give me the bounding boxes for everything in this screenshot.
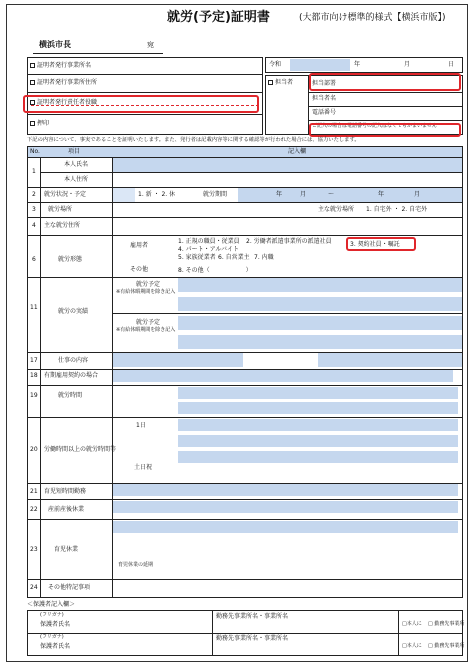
row-num-23: 23 [30, 546, 38, 553]
form-title: 就労(予定)証明書 [167, 10, 270, 25]
row-num-4: 4 [32, 222, 36, 229]
option-self-2: □本人に [402, 643, 422, 649]
date-year-label: 年 [354, 61, 361, 68]
option-7: 7. 内職 [254, 254, 274, 261]
guardian-name-1: 保護者氏名 [40, 621, 71, 628]
workplace-label: 就労場所 [48, 206, 73, 213]
col-no: No. [30, 148, 40, 155]
option-1: 1. 正規の職員・従業員 [178, 238, 240, 245]
option-self-1: □本人に [402, 621, 422, 627]
honorific: 宛 [147, 41, 154, 49]
option-4: 4. パート・アルバイト [178, 246, 239, 253]
job-label: 仕事の内容 [58, 357, 89, 364]
employer-name-2: 勤務先事業所名・事業所名 [216, 635, 289, 642]
option-3: 3. 契約社員・嘱託 [350, 241, 400, 248]
employer-name-label: 証明者発行事業所名 [37, 62, 92, 69]
phone-label: 電話番号 [312, 109, 337, 116]
row-num-22: 22 [30, 506, 38, 513]
employer-rep-label: 証明者発行責任者役職 [37, 99, 98, 106]
address-label: 本人住所 [64, 176, 89, 183]
name-label: 本人氏名 [64, 161, 89, 168]
option-6: 6. 自営業主 [218, 254, 250, 261]
addressee: 横浜市長 [39, 40, 71, 49]
option-2: 2. 労働者派遣事業所の派遣社員 [246, 238, 332, 245]
actual-label: 就労の実績 [58, 308, 89, 315]
row-num-11: 11 [30, 304, 38, 311]
work-type-label: 就労形態 [58, 256, 83, 263]
plan-note-2: ※有給休暇期間を除き記入 [116, 327, 176, 333]
dept-label: 担当部署 [312, 80, 337, 87]
contact-label: 担当者 [275, 79, 294, 86]
employee-label: 雇用者 [130, 242, 149, 249]
workplace-options: 1. 自宅外 ・ 2. 自宅外 [366, 206, 428, 213]
period-label: 就労期間 [203, 191, 228, 198]
col-content: 記入欄 [288, 148, 307, 155]
date-box [265, 57, 463, 73]
furigana-2: (フリガナ) [40, 634, 64, 640]
period-from: ～ [328, 191, 335, 198]
row-num-19: 19 [30, 392, 38, 399]
row-num-1: 1 [32, 168, 36, 175]
row-num-20: 20 [30, 446, 38, 453]
status-label: 就労状況・予定 [44, 191, 87, 198]
work-address-label: 主な就労住所 [44, 222, 81, 229]
per-day-label: 1日 [136, 422, 146, 429]
period-month: 月 [300, 191, 307, 198]
guardian-name-2: 保護者氏名 [40, 643, 71, 650]
period-year: 年 [276, 191, 283, 198]
employer-address-label: 証明者発行事業所住所 [37, 79, 98, 86]
contract-highlight [346, 237, 416, 251]
format-note: (大都市向け標準的様式【横浜市版】) [299, 13, 446, 23]
period-month-2: 月 [414, 191, 421, 198]
col-item: 項目 [68, 148, 81, 155]
date-month-label: 月 [404, 61, 411, 68]
row-num-18: 18 [30, 372, 38, 379]
option-5: 5. 家族従業者 [178, 254, 216, 261]
row-num-24: 24 [30, 584, 38, 591]
childcare-ext-label: 育児休業の延期 [118, 562, 154, 568]
certificate-sheet [6, 4, 468, 662]
plan-label-2: 就労予定 [136, 319, 161, 326]
option-office-2: □ 勤務先事業所 [428, 643, 465, 649]
other-label: その他 [130, 266, 149, 273]
main-workplace-label: 主な就労場所 [318, 206, 355, 213]
row-num-6: 6 [32, 256, 36, 263]
main-table [27, 146, 463, 598]
plan-label: 就労予定 [136, 281, 161, 288]
holiday-label: 土日祝 [134, 464, 153, 471]
row-num-21: 21 [30, 488, 38, 495]
childcare-label: 育児休業 [54, 546, 79, 553]
fixed-term-label: 有期雇用契約の場合 [44, 372, 99, 379]
contact-note: ご記入の場合は電話番号の記入はなくてもかまいません [312, 123, 438, 129]
guardian-section: ＜保護者記入欄＞ [27, 601, 76, 608]
seal-label: 押印 [37, 120, 50, 127]
guardian-table [27, 610, 463, 656]
period-year-2: 年 [378, 191, 385, 198]
dept-highlight [309, 73, 461, 91]
hours-label: 就労時間 [58, 392, 83, 399]
intro-text: 下記の内容について、事実であることを証明いたします。また、発行者は記載内容等に関する確認等が行われた場合には、協力いたします。 [27, 137, 360, 143]
option-8: 8. その他（ ） [178, 267, 252, 274]
row-num-3: 3 [32, 206, 36, 213]
overtime-label: 労働時間以上の就労時間等 [44, 446, 117, 453]
date-era: 令和 [269, 61, 282, 68]
row-num-2: 2 [32, 191, 36, 198]
rep-highlight [23, 95, 259, 113]
notes-label: その他特記事項 [48, 584, 91, 591]
phone-highlight [309, 123, 461, 137]
option-office-1: □ 勤務先事業所 [428, 621, 465, 627]
short-hours-label: 育児短時間勤務 [44, 488, 87, 495]
plan-note-1: ※有給休暇期間を除き記入 [116, 289, 176, 295]
row-num-17: 17 [30, 357, 38, 364]
status-options: 1. 新 ・ 2. 休 [138, 191, 176, 198]
employer-name-1: 勤務先事業所名・事業所名 [216, 613, 289, 620]
maternity-label: 産前産後休業 [48, 506, 85, 513]
date-day-label: 日 [448, 61, 455, 68]
furigana-1: (フリガナ) [40, 612, 64, 618]
person-label: 担当者名 [312, 95, 337, 102]
